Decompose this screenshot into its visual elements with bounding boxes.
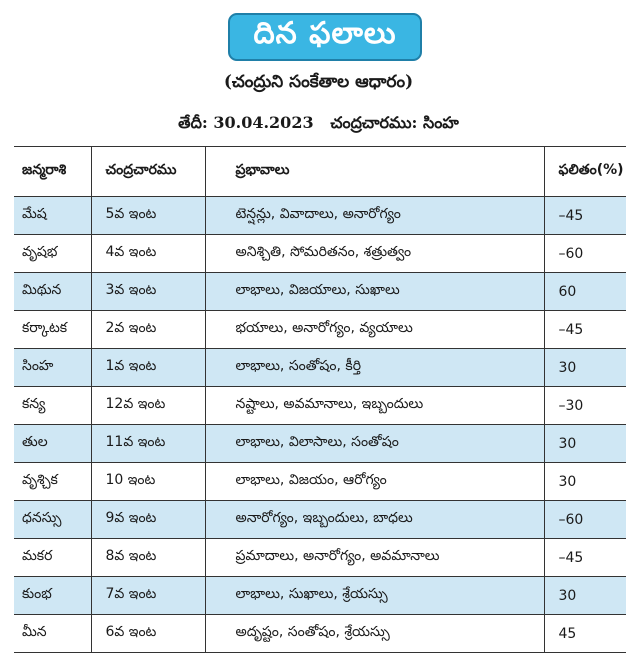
cell-result: –45 [544, 197, 626, 235]
table-row [14, 273, 626, 311]
page-title: దిన ఫలాలు [253, 16, 397, 51]
cell-result: –45 [544, 311, 626, 349]
cell-sign: తుల [14, 425, 91, 463]
cell-effects: లాభాలు, విజయం, ఆరోగ్యం [205, 463, 544, 501]
header-result: ఫలితం(%) [544, 147, 626, 197]
cell-result: –30 [544, 387, 626, 425]
table-row [14, 311, 626, 349]
cell-result: –45 [544, 539, 626, 577]
table-row [14, 349, 626, 387]
header-moon-transit: చంద్రచారము [91, 147, 205, 197]
cell-result: –60 [544, 501, 626, 539]
cell-sign: మీన [14, 615, 91, 653]
cell-house: 1వ ఇంట [91, 349, 205, 387]
table-row [14, 577, 626, 615]
cell-effects: లాభాలు, సుఖాలు, శ్రేయస్సు [205, 577, 544, 615]
date-line [0, 113, 637, 136]
cell-house: 5వ ఇంట [91, 197, 205, 235]
table-row [14, 501, 626, 539]
cell-house: 12వ ఇంట [91, 387, 205, 425]
title-banner [228, 13, 422, 61]
table-row [14, 197, 626, 235]
cell-effects: లాభాలు, సంతోషం, కీర్తి [205, 349, 544, 387]
cell-house: 4వ ఇంట [91, 235, 205, 273]
cell-effects: అనిశ్చితి, సోమరితనం, శత్రుత్వం [205, 235, 544, 273]
cell-sign: మేష [14, 197, 91, 235]
header-effects: ప్రభావాలు [205, 147, 544, 197]
cell-house: 2వ ఇంట [91, 311, 205, 349]
cell-result: 30 [544, 425, 626, 463]
table-row [14, 539, 626, 577]
cell-sign: మకర [14, 539, 91, 577]
cell-sign: మిథున [14, 273, 91, 311]
cell-effects: లాభాలు, విజయాలు, సుఖాలు [205, 273, 544, 311]
cell-effects: అనారోగ్యం, ఇబ్బందులు, బాధలు [205, 501, 544, 539]
cell-sign: కుంభ [14, 577, 91, 615]
cell-sign: వృషభ [14, 235, 91, 273]
table-header-row [14, 147, 626, 197]
cell-result: 30 [544, 463, 626, 501]
table-row [14, 615, 626, 653]
cell-house: 11వ ఇంట [91, 425, 205, 463]
cell-sign: వృశ్చిక [14, 463, 91, 501]
cell-house: 8వ ఇంట [91, 539, 205, 577]
table-row [14, 235, 626, 273]
subtitle: (చంద్రుని సంకేతాల ఆధారం) [223, 72, 414, 92]
cell-sign: కర్కాటక [14, 311, 91, 349]
cell-sign: ధనస్సు [14, 501, 91, 539]
cell-result: 30 [544, 577, 626, 615]
cell-house: 6వ ఇంట [91, 615, 205, 653]
date-spacer [314, 113, 331, 132]
table-row [14, 463, 626, 501]
table-row [14, 387, 626, 425]
cell-sign: సింహ [14, 349, 91, 387]
cell-result: 30 [544, 349, 626, 387]
cell-effects: లాభాలు, విలాసాలు, సంతోషం [205, 425, 544, 463]
cell-result: –60 [544, 235, 626, 273]
cell-house: 7వ ఇంట [91, 577, 205, 615]
cell-effects: టెన్షన్లు, వివాదాలు, అనారోగ్యం [205, 197, 544, 235]
moon-sign-text: చంద్రచారము: సింహ [330, 113, 459, 132]
cell-sign: కన్య [14, 387, 91, 425]
date-text: తేదీ: 30.04.2023 [178, 113, 314, 132]
cell-result: 60 [544, 273, 626, 311]
cell-effects: అదృష్టం, సంతోషం, శ్రేయస్సు [205, 615, 544, 653]
cell-house: 10 ఇంట [91, 463, 205, 501]
cell-effects: ప్రమాదాలు, అనారోగ్యం, అవమానాలు [205, 539, 544, 577]
header-birth-sign: జన్మరాశి [14, 147, 91, 197]
cell-house: 9వ ఇంట [91, 501, 205, 539]
cell-house: 3వ ఇంట [91, 273, 205, 311]
cell-effects: భయాలు, అనారోగ్యం, వ్యయాలు [205, 311, 544, 349]
cell-effects: నష్టాలు, అవమానాలు, ఇబ్బందులు [205, 387, 544, 425]
table-row [14, 425, 626, 463]
horoscope-table [14, 146, 626, 653]
cell-result: 45 [544, 615, 626, 653]
